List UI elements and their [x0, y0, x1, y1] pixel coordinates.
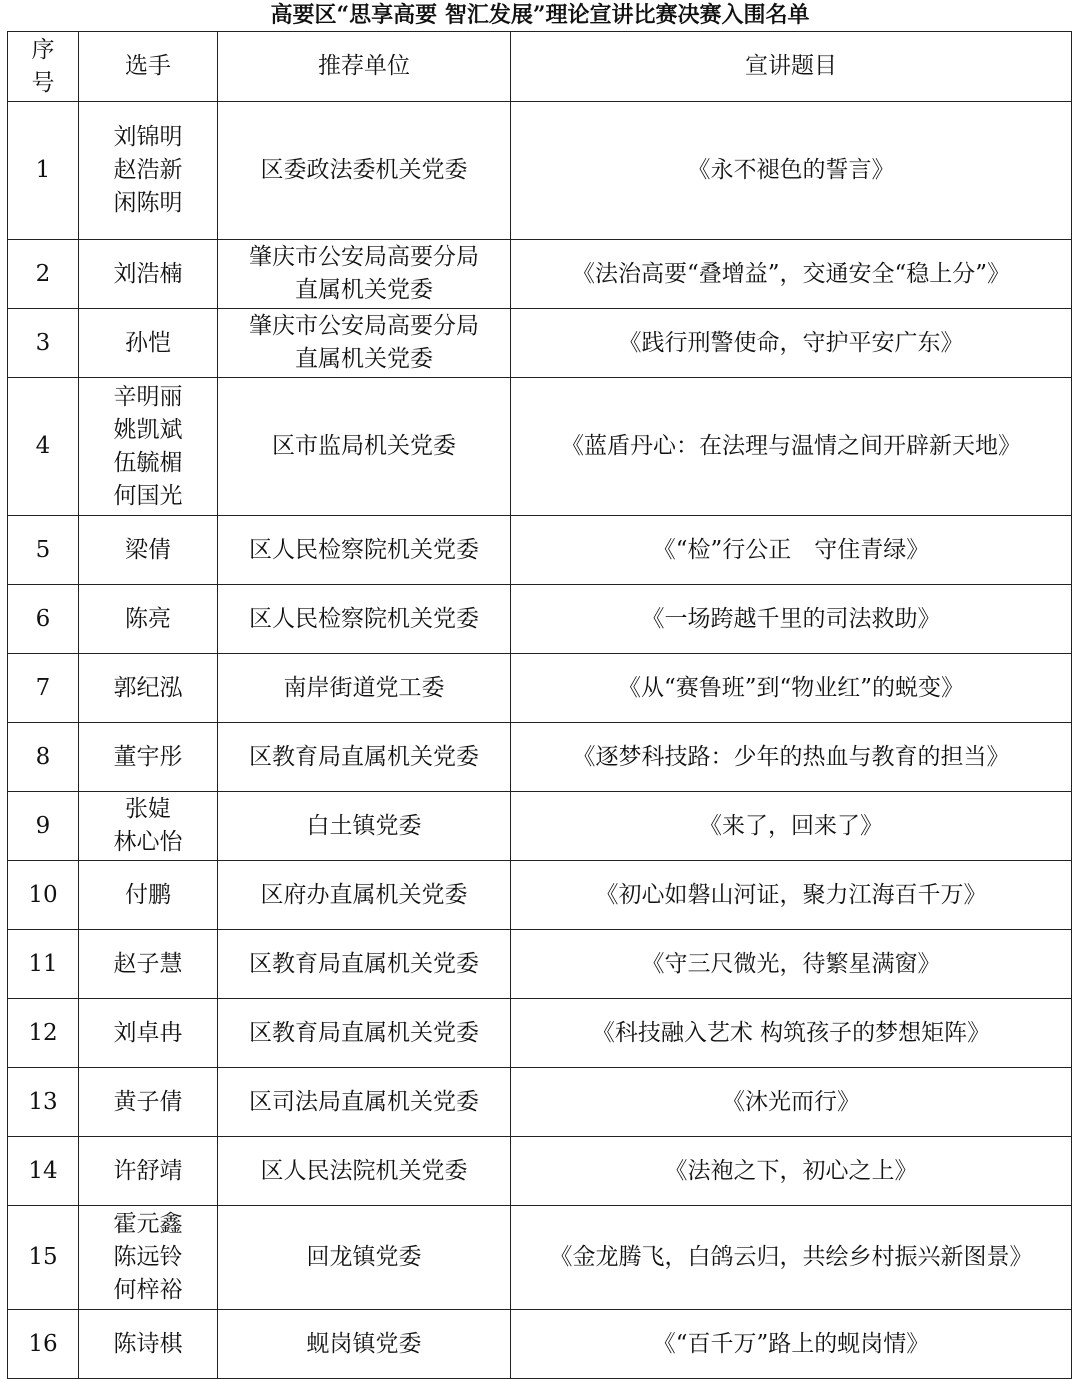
row-unit: 区人民检察院机关党委: [218, 585, 511, 654]
row-topic: 《一场跨越千里的司法救助》: [511, 585, 1072, 654]
row-unit: 区司法局直属机关党委: [218, 1068, 511, 1137]
row-topic: 《金龙腾飞，白鸽云归，共绘乡村振兴新图景》: [511, 1206, 1072, 1310]
row-topic: 《逐梦科技路：少年的热血与教育的担当》: [511, 723, 1072, 792]
row-topic: 《“检”行公正 守住青绿》: [511, 516, 1072, 585]
header-number: 序 号: [8, 32, 79, 102]
row-unit: 区人民检察院机关党委: [218, 516, 511, 585]
row-topic: 《法治高要“叠增益”，交通安全“稳上分”》: [511, 240, 1072, 309]
row-contestants: 许舒靖: [79, 1137, 218, 1206]
row-number: 10: [8, 861, 79, 930]
row-number: 4: [8, 378, 79, 516]
row-topic: 《初心如磐山河证，聚力江海百千万》: [511, 861, 1072, 930]
row-contestants: 张媫 林心怡: [79, 792, 218, 861]
table-row: [8, 309, 1072, 378]
row-topic: 《科技融入艺术 构筑孩子的梦想矩阵》: [511, 999, 1072, 1068]
row-contestants: 刘锦明 赵浩新 闲陈明: [79, 102, 218, 240]
row-contestants: 陈诗棋: [79, 1310, 218, 1379]
row-unit: 区人民法院机关党委: [218, 1137, 511, 1206]
row-number: 1: [8, 102, 79, 240]
row-unit: 区市监局机关党委: [218, 378, 511, 516]
row-number: 7: [8, 654, 79, 723]
table-row: [8, 585, 1072, 654]
table-row: [8, 1310, 1072, 1379]
row-number: 12: [8, 999, 79, 1068]
row-topic: 《沐光而行》: [511, 1068, 1072, 1137]
row-topic: 《守三尺微光，待繁星满窗》: [511, 930, 1072, 999]
table-row: [8, 516, 1072, 585]
row-unit: 肇庆市公安局高要分局 直属机关党委: [218, 240, 511, 309]
row-unit: 区府办直属机关党委: [218, 861, 511, 930]
row-number: 13: [8, 1068, 79, 1137]
row-number: 3: [8, 309, 79, 378]
table-row: [8, 378, 1072, 516]
document-title: 高要区“思享高要 智汇发展”理论宣讲比赛决赛入围名单: [270, 2, 810, 28]
table-row: [8, 1137, 1072, 1206]
row-contestants: 霍元鑫 陈远铃 何梓裕: [79, 1206, 218, 1310]
table-row: [8, 999, 1072, 1068]
table-row: [8, 723, 1072, 792]
table-row: [8, 930, 1072, 999]
row-contestants: 陈亮: [79, 585, 218, 654]
row-topic: 《践行刑警使命，守护平安广东》: [511, 309, 1072, 378]
row-unit: 回龙镇党委: [218, 1206, 511, 1310]
row-number: 9: [8, 792, 79, 861]
header-unit: 推荐单位: [218, 32, 511, 102]
row-number: 8: [8, 723, 79, 792]
row-contestants: 梁倩: [79, 516, 218, 585]
row-number: 2: [8, 240, 79, 309]
row-contestants: 付鹏: [79, 861, 218, 930]
header-contestant: 选手: [79, 32, 218, 102]
finalist-table: [7, 31, 1072, 1379]
row-number: 16: [8, 1310, 79, 1379]
row-contestants: 辛明丽 姚凯斌 伍毓楣 何国光: [79, 378, 218, 516]
row-number: 15: [8, 1206, 79, 1310]
row-number: 6: [8, 585, 79, 654]
table-row: [8, 861, 1072, 930]
row-contestants: 赵子慧: [79, 930, 218, 999]
row-unit: 白土镇党委: [218, 792, 511, 861]
table-header-row: [8, 32, 1072, 102]
row-contestants: 刘卓冉: [79, 999, 218, 1068]
table-row: [8, 240, 1072, 309]
row-topic: 《法袍之下，初心之上》: [511, 1137, 1072, 1206]
row-contestants: 黄子倩: [79, 1068, 218, 1137]
table-row: [8, 1206, 1072, 1310]
row-topic: 《来了，回来了》: [511, 792, 1072, 861]
row-contestants: 刘浩楠: [79, 240, 218, 309]
table-row: [8, 792, 1072, 861]
row-topic: 《从“赛鲁班”到“物业红”的蜕变》: [511, 654, 1072, 723]
row-number: 11: [8, 930, 79, 999]
row-unit: 区教育局直属机关党委: [218, 930, 511, 999]
table-row: [8, 654, 1072, 723]
header-topic: 宣讲题目: [511, 32, 1072, 102]
row-topic: 《蓝盾丹心：在法理与温情之间开辟新天地》: [511, 378, 1072, 516]
row-contestants: 孙恺: [79, 309, 218, 378]
row-unit: 区教育局直属机关党委: [218, 723, 511, 792]
row-unit: 区委政法委机关党委: [218, 102, 511, 240]
row-unit: 蚬岗镇党委: [218, 1310, 511, 1379]
row-contestants: 董宇彤: [79, 723, 218, 792]
row-contestants: 郭纪泓: [79, 654, 218, 723]
row-number: 14: [8, 1137, 79, 1206]
row-topic: 《“百千万”路上的蚬岗情》: [511, 1310, 1072, 1379]
row-unit: 肇庆市公安局高要分局 直属机关党委: [218, 309, 511, 378]
table-row: [8, 102, 1072, 240]
row-number: 5: [8, 516, 79, 585]
table-row: [8, 1068, 1072, 1137]
row-unit: 区教育局直属机关党委: [218, 999, 511, 1068]
row-unit: 南岸街道党工委: [218, 654, 511, 723]
row-topic: 《永不褪色的誓言》: [511, 102, 1072, 240]
